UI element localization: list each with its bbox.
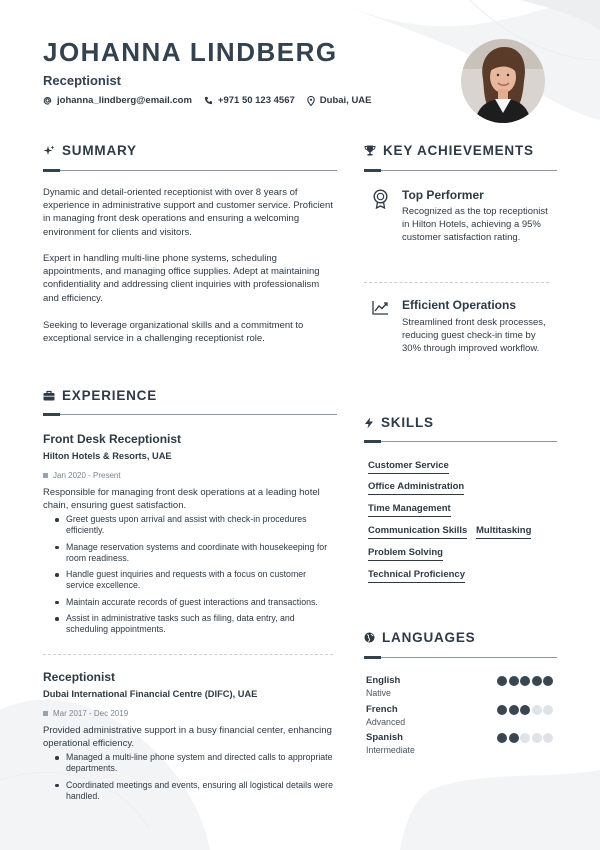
email-contact[interactable] [43,95,192,106]
rating-dot-filled [509,705,519,715]
rating-dot-filled [509,733,519,743]
achievement-1-description: Recognized as the top receptionist in Hilton Hotels, achieving a 95% customer satisfaction rating. [402,206,548,244]
languages-rule [364,657,557,658]
list-item: Maintain accurate records of guest interactions and transactions. [54,597,334,608]
experience-heading: EXPERIENCE [43,388,157,403]
rating-dot-filled [497,705,507,715]
skill-tag: Problem Solving [368,547,443,561]
calendar-icon [43,711,48,716]
job-separator [43,654,333,655]
rating-dot-filled [497,676,507,686]
language-3-name: Spanish [366,732,403,743]
achievements-heading: KEY ACHIEVEMENTS [364,143,534,158]
medal-icon [372,189,389,209]
skills-rule-accent [364,440,381,443]
email-text: johanna_lindberg@email.com [57,95,192,106]
skill-tag: Customer Service [368,460,449,474]
contact-bar [43,95,384,106]
achievement-1-title: Top Performer [402,188,484,202]
languages-rule-accent [364,656,381,659]
job-1-title: Front Desk Receptionist [43,432,182,446]
skill-tag: Technical Proficiency [368,569,465,583]
list-item: Coordinated meetings and events, ensuring all logistical details were handled. [54,780,334,803]
achievements-rule [364,170,557,171]
job-1-description: Responsible for managing front desk operations at a leading hotel chain, ensuring guest satisfaction. [43,487,320,511]
language-3-level: Intermediate [366,745,415,755]
language-2-level: Advanced [366,717,406,727]
location-pin-icon [307,96,315,106]
rating-dot-filled [543,676,553,686]
phone-icon [204,96,213,105]
skill-tag: Time Management [368,503,451,517]
language-1-rating [497,676,555,686]
candidate-role: Receptionist [43,73,122,88]
job-1-bullets [54,514,334,641]
job-2-date: Mar 2017 - Dec 2019 [43,709,128,718]
at-icon [43,96,52,105]
language-1-level: Native [366,688,391,698]
skill-tag: Multitasking [476,525,531,539]
job-2-bullets [54,752,334,807]
rating-dot-empty [543,733,553,743]
job-2-title: Receptionist [43,670,116,684]
language-2-rating [497,705,555,715]
rating-dot-filled [509,676,519,686]
phone-text: +971 50 123 4567 [217,95,295,106]
languages-heading: LANGUAGES [364,630,475,645]
job-2-description: Provided administrative support in a busy financial center, enhancing operational efficiency. [43,725,332,749]
phone-contact[interactable] [204,95,295,106]
list-item: Assist in administrative tasks such as filing, data entry, and scheduling appointments. [54,613,334,636]
job-1-company: Hilton Hotels & Resorts, UAE [43,451,172,461]
rating-dot-filled [497,733,507,743]
rating-dot-empty [532,733,542,743]
trend-chart-icon [372,300,389,315]
experience-rule [43,414,337,415]
list-item: Managed a multi-line phone system and directed calls to appropriate departments. [54,752,334,775]
job-1-date: Jan 2020 - Present [43,471,121,480]
skills-rule [364,441,557,442]
candidate-name: JOHANNA LINDBERG [43,37,338,67]
summary-paragraph-1: Dynamic and detail-oriented receptionist with over 8 years of experience in administrative support and customer service. Proficient in managing front desk operations and ensuring a welcoming environment for clients and visitors. [43,187,333,238]
summary-rule-accent [43,169,60,172]
achievement-separator [364,282,549,283]
rating-dot-empty [543,705,553,715]
skills-heading: SKILLS [364,415,434,430]
language-2-name: French [366,704,398,715]
rating-dot-filled [532,676,542,686]
language-1-name: English [366,675,401,686]
rating-dot-empty [520,733,530,743]
location-contact [307,95,372,106]
summary-rule [43,170,337,171]
achievements-rule-accent [364,169,381,172]
skill-tag: Communication Skills [368,525,467,539]
experience-rule-accent [43,413,60,416]
job-2-company: Dubai International Financial Centre (DIFC), UAE [43,689,258,699]
summary-paragraph-3: Seeking to leverage organizational skills and a commitment to exceptional service in a challenging receptionist role. [43,320,304,345]
profile-photo [461,39,545,123]
list-item: Manage reservation systems and coordinate with housekeeping for room readiness. [54,542,334,565]
trophy-icon [364,145,376,156]
calendar-icon [43,473,48,478]
language-3-rating [497,733,555,743]
location-text: Dubai, UAE [319,95,372,106]
globe-icon [364,632,375,643]
rating-dot-filled [520,676,530,686]
list-item: Handle guest inquiries and requests with a focus on customer service excellence. [54,569,334,592]
sparkle-icon [43,145,55,157]
rating-dot-filled [520,705,530,715]
summary-heading: SUMMARY [43,143,137,158]
briefcase-icon [43,390,55,401]
achievement-2-title: Efficient Operations [402,298,517,312]
summary-paragraph-2: Expert in handling multi-line phone systems, scheduling appointments, and managing office supplies. Adept at maintaining confidentiality and addressing client inquiries with professionalism and efficiency. [43,253,320,304]
lightning-icon [364,417,374,429]
rating-dot-empty [532,705,542,715]
achievement-2-description: Streamlined front desk processes, reducing guest check-in time by 30% through improved workflow. [402,317,546,355]
list-item: Greet guests upon arrival and assist with check-in procedures efficiently. [54,514,334,537]
skill-tag: Office Administration [368,481,464,495]
